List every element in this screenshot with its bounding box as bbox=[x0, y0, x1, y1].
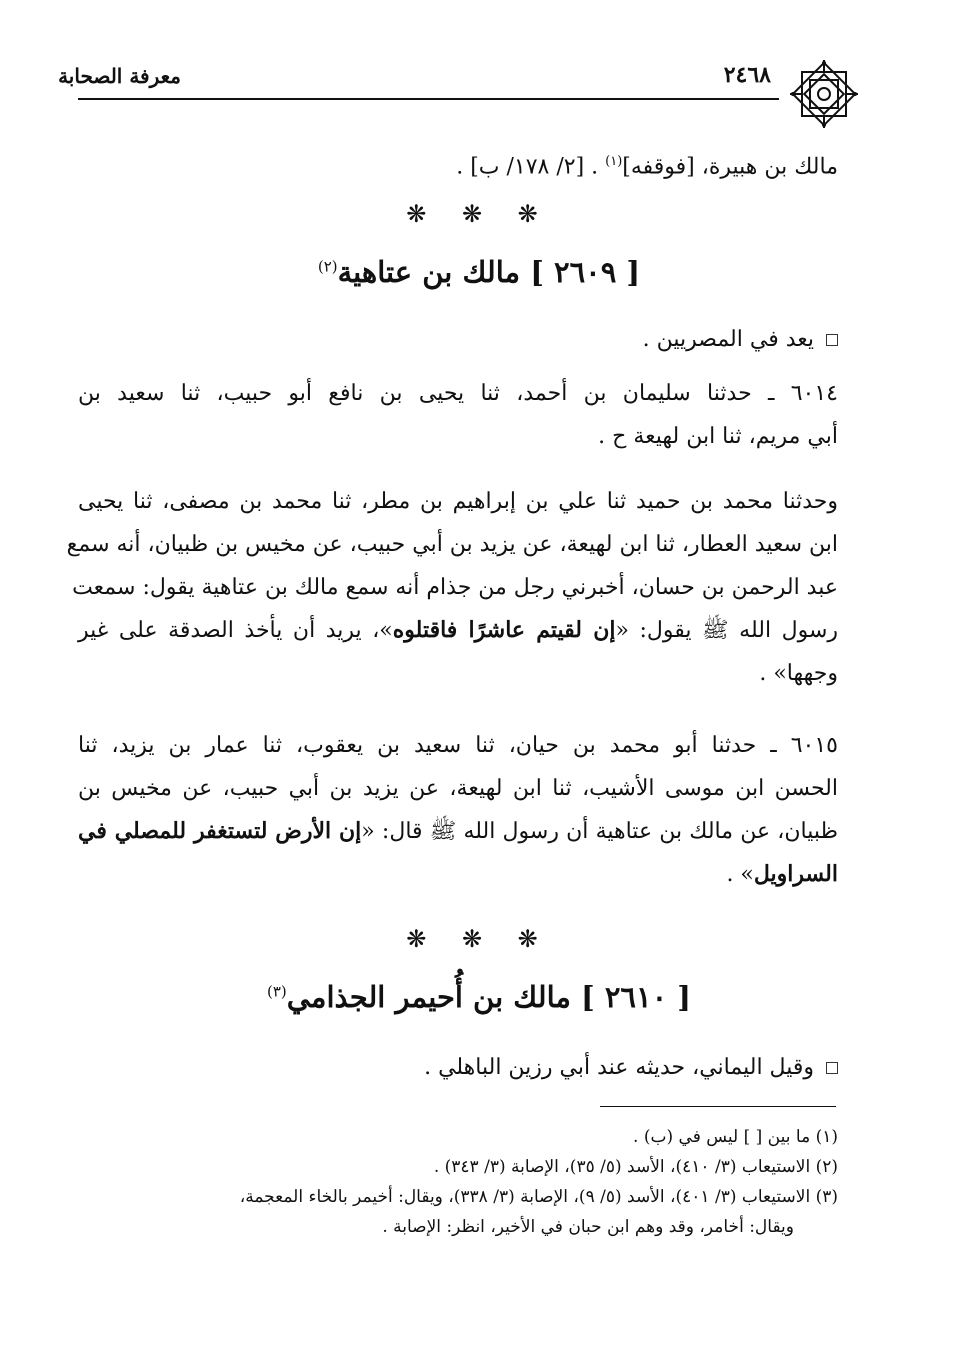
section-separator: ❋ ❋ ❋ bbox=[406, 925, 552, 953]
text-line: ظبيان، عن مالك بن عتاهية أن رسول الله ﷺ قال: «إن الأرض لتستغفر للمصلي في bbox=[78, 818, 839, 844]
section-separator: ❋ ❋ ❋ bbox=[406, 200, 552, 228]
footnote-ref: (٣) bbox=[266, 982, 287, 1001]
text-line: عبد الرحمن بن حسان، أخبرني رجل من جذام أنه سمع مالك بن عتاهية يقول: سمعت bbox=[72, 575, 838, 600]
text-line: مالك بن هبيرة، [فوقفه]$^{(١)}$ . [٢/ ١٧٨/ ب] . bbox=[456, 154, 838, 180]
footnote-ref: (٢) bbox=[317, 257, 338, 276]
entry-heading-2609: [ ٢٦٠٩ ] مالك بن عتاهية$^{(٢)}$ bbox=[317, 255, 641, 289]
continuation-paragraph bbox=[78, 140, 838, 188]
text-line: وجهها» . bbox=[759, 661, 838, 686]
page-number: ٢٤٦٨ bbox=[723, 62, 771, 88]
text-line: الحسن ابن موسى الأشيب، ثنا ابن لهيعة، عن يزيد بن أبي حبيب، عن مخيس بن bbox=[78, 776, 838, 801]
footnotes bbox=[78, 1122, 838, 1242]
text-line: أبي مريم، ثنا ابن لهيعة ح . bbox=[598, 424, 838, 449]
page-header bbox=[58, 62, 843, 98]
text-line: ٦٠١٤ ـ حدثنا سليمان بن أحمد، ثنا يحيى بن نافع أبو حبيب، ثنا سعيد بن bbox=[78, 381, 838, 406]
footnote: ويقال: أخامر، وقد وهم ابن حبان في الأخير، انظر: الإصابة . bbox=[382, 1217, 794, 1237]
footnote: (١) ما بين [ ] ليس في (ب) . bbox=[633, 1127, 838, 1147]
hadith-6015 bbox=[78, 724, 838, 896]
hadith-6014 bbox=[78, 372, 838, 458]
header-rule bbox=[78, 98, 779, 100]
running-title: معرفة الصحابة bbox=[58, 64, 181, 88]
square-marker-icon bbox=[826, 1062, 838, 1074]
entry-heading-2610: [ ٢٦١٠ ] مالك بن أُحيمر الجذامي$^{(٣)}$ bbox=[266, 980, 691, 1014]
entry-intro: وقيل اليماني، حديثه عند أبي رزين الباهلي . bbox=[78, 1046, 838, 1089]
hadith-quote: إن الأرض لتستغفر للمصلي في bbox=[78, 818, 362, 844]
entry-intro: يعد في المصريين . bbox=[78, 318, 838, 361]
hadith-6014-chain bbox=[66, 480, 838, 695]
text-line: ابن سعيد العطار، ثنا ابن لهيعة، عن يزيد بن أبي حبيب، عن مخيس بن ظبيان، أنه سمع bbox=[66, 532, 838, 557]
text-line: السراويل» . bbox=[726, 861, 838, 887]
octagram-ornament-icon bbox=[788, 58, 860, 130]
footnote-rule bbox=[600, 1106, 836, 1107]
hadith-quote: السراويل bbox=[753, 861, 838, 887]
hadith-quote: إن لقيتم عاشرًا فاقتلوه bbox=[392, 617, 616, 643]
square-marker-icon bbox=[826, 334, 838, 346]
text-line: ٦٠١٥ ـ حدثنا أبو محمد بن حيان، ثنا سعيد بن يعقوب، ثنا عمار بن يزيد، ثنا bbox=[78, 733, 838, 758]
footnote: (٣) الاستيعاب (٣/ ٤٠١)، الأسد (٥/ ٩)، الإصابة (٣/ ٣٣٨)، ويقال: أخيمر بالخاء المعجمة، bbox=[239, 1187, 838, 1207]
footnote-ref: (١) bbox=[605, 154, 623, 169]
text-line: وحدثنا محمد بن حميد ثنا علي بن إبراهيم بن مطر، ثنا محمد بن مصفى، ثنا يحيى bbox=[78, 489, 838, 514]
footnote: (٢) الاستيعاب (٣/ ٤١٠)، الأسد (٥/ ٣٥)، الإصابة (٣/ ٣٤٣) . bbox=[433, 1157, 838, 1177]
text-line: رسول الله ﷺ يقول: «إن لقيتم عاشرًا فاقتلوه»، يريد أن يأخذ الصدقة على غير bbox=[78, 617, 838, 643]
